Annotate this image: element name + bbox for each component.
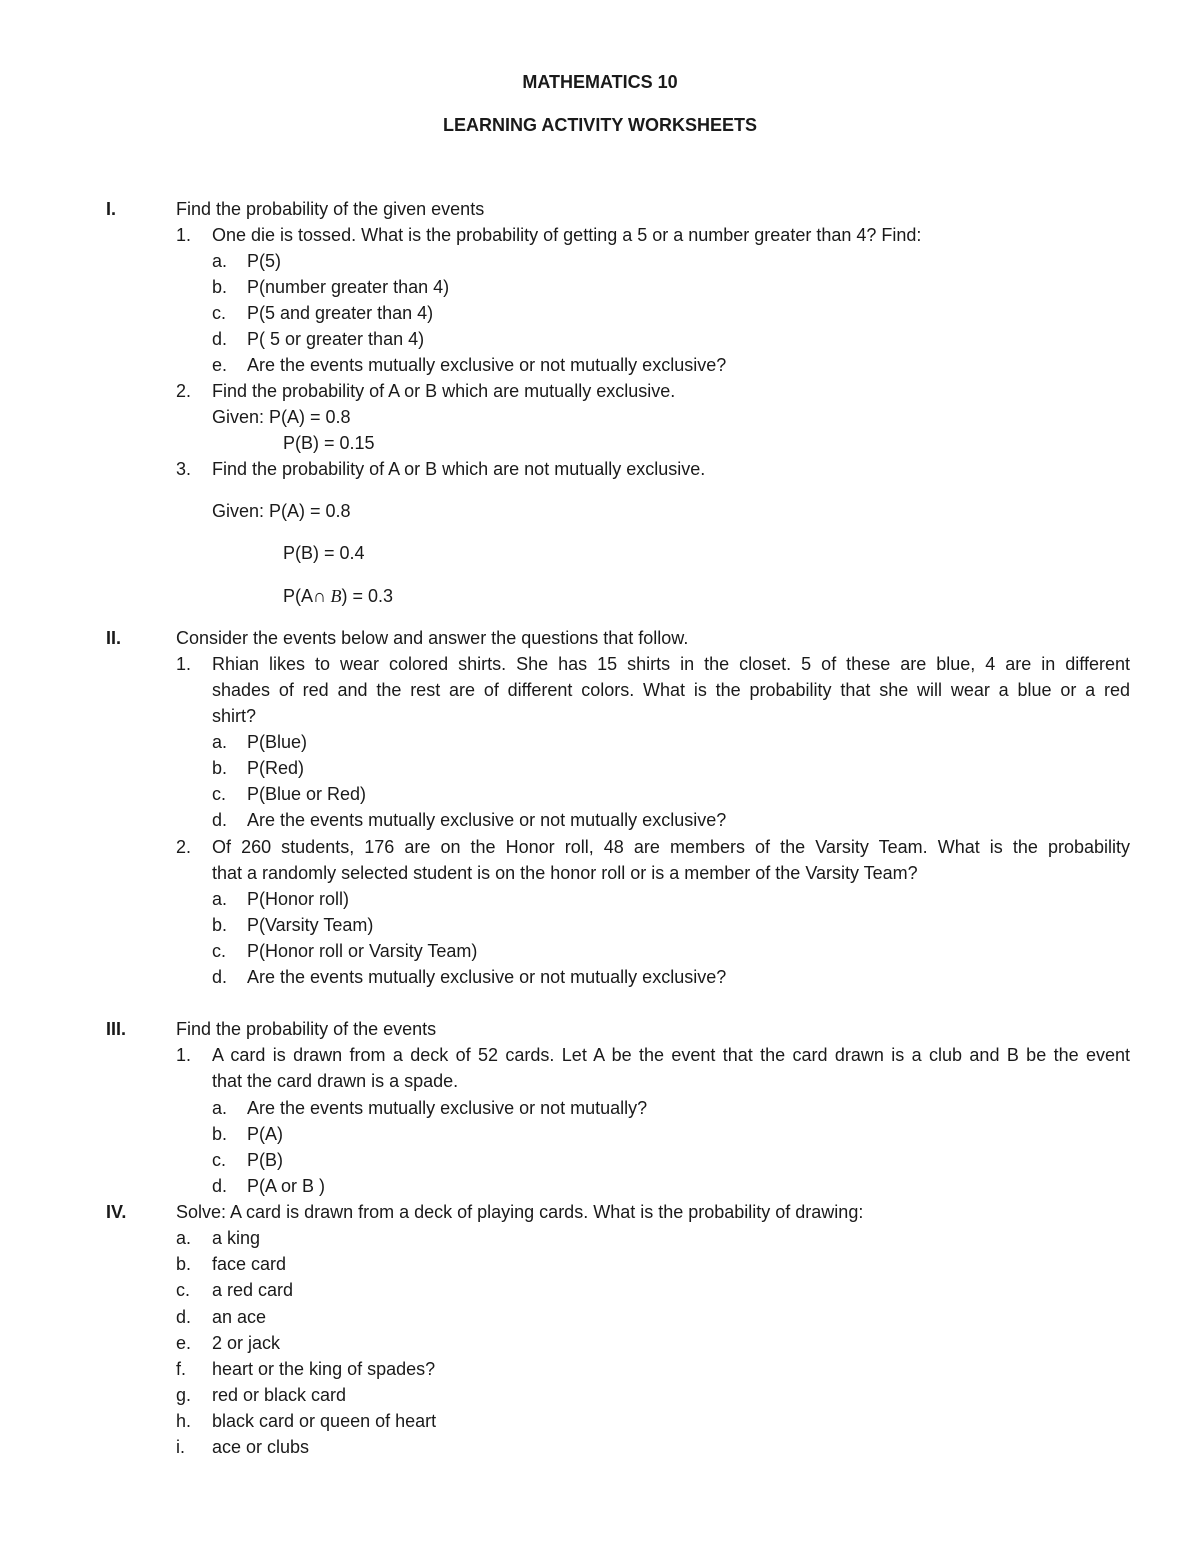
given-value: Given: P(A) = 0.8: [212, 407, 351, 427]
item-text: red or black card: [212, 1385, 347, 1405]
item-letter: f.: [176, 1359, 187, 1379]
item-text: 2 or jack: [212, 1333, 281, 1353]
item-letter: a.: [212, 732, 228, 752]
item-text: P(A or B ): [247, 1176, 326, 1196]
item-letter: e.: [176, 1333, 192, 1353]
item-letter: b.: [212, 277, 228, 297]
item-text: P(Varsity Team): [247, 915, 374, 935]
section-heading: Consider the events below and answer the questions that follow.: [176, 628, 689, 648]
question-number: 3.: [176, 459, 192, 479]
item-letter: a.: [212, 889, 228, 909]
item-text: face card: [212, 1254, 287, 1274]
item-text: P( 5 or greater than 4): [247, 329, 425, 349]
item-text: black card or queen of heart: [212, 1411, 437, 1431]
section-number: I.: [106, 199, 117, 219]
section-number: III.: [106, 1019, 127, 1039]
item-letter: d.: [212, 810, 228, 830]
item-letter: a.: [212, 251, 228, 271]
item-text: P(Blue or Red): [247, 784, 367, 804]
item-text: a king: [212, 1228, 261, 1248]
question-text-line: Rhian likes to wear colored shirts. She has 15 shirts in the closet. 5 of these are blue, 4 are in different: [212, 654, 1130, 674]
document-subtitle: LEARNING ACTIVITY WORKSHEETS: [442, 115, 757, 135]
question-text: Find the probability of A or B which are mutually exclusive.: [212, 381, 676, 401]
question-number: 2.: [176, 837, 192, 857]
item-text: Are the events mutually exclusive or not mutually exclusive?: [247, 355, 727, 375]
item-letter: i.: [176, 1437, 185, 1457]
item-letter: d.: [212, 967, 228, 987]
item-letter: d.: [212, 329, 228, 349]
item-text: Are the events mutually exclusive or not mutually exclusive?: [247, 810, 727, 830]
question-number: 1.: [176, 225, 192, 245]
item-letter: b.: [176, 1254, 192, 1274]
item-letter: g.: [176, 1385, 192, 1405]
item-text: P(B): [247, 1150, 283, 1170]
question-text: One die is tossed. What is the probability of getting a 5 or a number greater than 4? Find:: [212, 225, 922, 245]
section-heading: Find the probability of the events: [176, 1019, 437, 1039]
item-letter: d.: [176, 1307, 192, 1327]
item-letter: c.: [212, 784, 227, 804]
item-letter: b.: [212, 758, 228, 778]
item-letter: c.: [212, 1150, 227, 1170]
item-letter: c.: [212, 941, 227, 961]
item-text: P(A): [247, 1124, 283, 1144]
item-text: P(5): [247, 251, 282, 271]
question-number: 1.: [176, 1045, 192, 1065]
item-letter: c.: [212, 303, 227, 323]
section-heading: Find the probability of the given events: [176, 199, 485, 219]
item-text: a red card: [212, 1280, 294, 1300]
question-text-line: shades of red and the rest are of different colors. What is the probability that she will wear a blue or a red: [212, 680, 1130, 700]
given-intersection: [283, 585, 393, 607]
section-number: II.: [106, 628, 122, 648]
item-letter: b.: [212, 1124, 228, 1144]
item-letter: c.: [176, 1280, 191, 1300]
given-value: P(B) = 0.15: [283, 433, 375, 453]
question-text-line: that the card drawn is a spade.: [212, 1071, 459, 1091]
item-text: P(number greater than 4): [247, 277, 450, 297]
given-intersection-pre: P(A∩: [283, 586, 326, 606]
item-letter: a.: [212, 1098, 228, 1118]
question-text-line: that a randomly selected student is on the honor roll or is a member of the Varsity Team?: [212, 863, 918, 883]
item-text: Are the events mutually exclusive or not mutually exclusive?: [247, 967, 727, 987]
given-value: P(B) = 0.4: [283, 543, 365, 563]
item-text: heart or the king of spades?: [212, 1359, 436, 1379]
given-intersection-var: B: [325, 586, 342, 606]
item-letter: e.: [212, 355, 228, 375]
given-value: Given: P(A) = 0.8: [212, 501, 351, 521]
given-intersection-post: ) = 0.3: [341, 586, 393, 606]
item-text: an ace: [212, 1307, 267, 1327]
section-heading: Solve: A card is drawn from a deck of playing cards. What is the probability of drawing:: [176, 1202, 864, 1222]
question-number: 1.: [176, 654, 192, 674]
item-letter: a.: [176, 1228, 192, 1248]
question-number: 2.: [176, 381, 192, 401]
item-text: P(Honor roll): [247, 889, 350, 909]
item-text: Are the events mutually exclusive or not mutually?: [247, 1098, 648, 1118]
item-letter: b.: [212, 915, 228, 935]
item-text: P(5 and greater than 4): [247, 303, 434, 323]
question-text-line: shirt?: [212, 706, 257, 726]
item-text: ace or clubs: [212, 1437, 310, 1457]
item-letter: d.: [212, 1176, 228, 1196]
item-text: P(Red): [247, 758, 305, 778]
section-number: IV.: [106, 1202, 127, 1222]
document-title: MATHEMATICS 10: [522, 72, 678, 92]
question-text-line: A card is drawn from a deck of 52 cards. Let A be the event that the card drawn is a club and B be the event: [212, 1045, 1130, 1065]
question-text: Find the probability of A or B which are not mutually exclusive.: [212, 459, 706, 479]
item-letter: h.: [176, 1411, 192, 1431]
question-text-line: Of 260 students, 176 are on the Honor roll, 48 are members of the Varsity Team. What is the probability: [212, 837, 1130, 857]
item-text: P(Blue): [247, 732, 308, 752]
item-text: P(Honor roll or Varsity Team): [247, 941, 478, 961]
